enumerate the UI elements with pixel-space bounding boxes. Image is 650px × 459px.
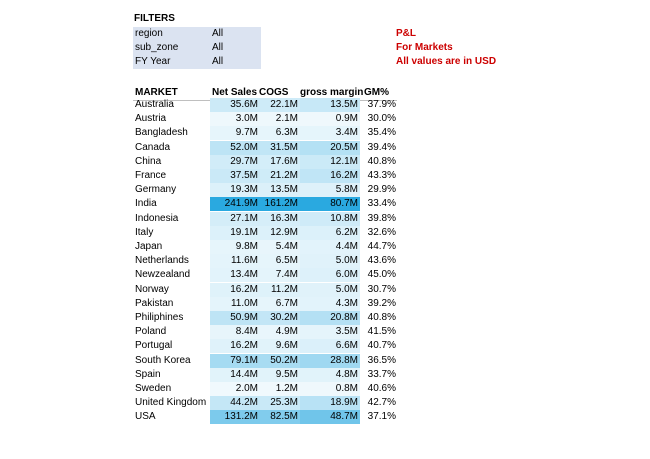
gm-percent-cell <box>361 126 396 140</box>
table-row <box>133 410 397 424</box>
net-sales-cell-text: 29.7M <box>230 155 258 167</box>
filter-label: region <box>135 28 163 39</box>
table-row <box>133 226 397 240</box>
market-cell <box>135 311 183 325</box>
table-row <box>133 155 397 169</box>
table-row <box>133 126 397 140</box>
market-cell <box>135 98 174 112</box>
cogs-cell <box>260 268 300 282</box>
cogs-cell <box>260 382 300 396</box>
gm-percent-cell-text: 30.0% <box>367 113 396 125</box>
net-sales-cell <box>210 254 260 268</box>
gross-margin-cell <box>300 297 360 311</box>
net-sales-cell <box>210 197 260 211</box>
gm-percent-cell <box>361 197 396 211</box>
gross-margin-cell-text: 13.5M <box>330 99 358 110</box>
market-cell-text: Newzealand <box>135 269 191 281</box>
market-cell-text: Austria <box>135 113 167 125</box>
market-cell-text: Philiphines <box>135 312 184 323</box>
gross-margin-cell <box>300 169 360 183</box>
gross-margin-cell-text: 4.3M <box>335 297 358 309</box>
cogs-cell-text: 12.9M <box>270 226 298 238</box>
net-sales-cell-text: 13.4M <box>230 269 258 281</box>
net-sales-cell-text: 14.4M <box>230 368 258 380</box>
gm-percent-cell-text: 40.6% <box>367 383 396 394</box>
cogs-cell <box>260 169 300 183</box>
gm-percent-cell-text: 42.7% <box>367 397 396 409</box>
market-cell <box>135 354 191 368</box>
header-net-sales[interactable]: Net Sales <box>212 87 258 98</box>
gm-percent-cell <box>361 410 396 424</box>
market-cell-text: Netherlands <box>135 255 189 267</box>
gm-percent-cell <box>361 183 396 197</box>
net-sales-cell-text: 131.2M <box>224 411 258 423</box>
net-sales-cell <box>210 126 260 140</box>
market-cell <box>135 169 166 183</box>
net-sales-cell-text: 241.9M <box>224 198 258 210</box>
net-sales-cell-text: 27.1M <box>230 212 258 224</box>
gm-percent-cell-text: 37.1% <box>367 411 396 423</box>
gm-percent-cell <box>361 339 396 353</box>
market-cell <box>135 254 189 268</box>
net-sales-cell <box>210 212 260 226</box>
gross-margin-cell-text: 20.5M <box>330 141 358 153</box>
market-cell-text: Sweden <box>135 383 172 394</box>
gm-percent-cell-text: 45.0% <box>367 269 396 281</box>
table-row <box>133 268 397 282</box>
table-row <box>133 98 397 112</box>
net-sales-cell <box>210 226 260 240</box>
net-sales-cell-text: 35.6M <box>230 99 258 110</box>
gross-margin-cell-text: 4.4M <box>335 241 358 252</box>
table-row <box>133 368 397 382</box>
filter-sub-zone[interactable] <box>133 41 261 55</box>
net-sales-cell <box>210 368 260 382</box>
gm-percent-cell-text: 41.5% <box>367 326 396 338</box>
gross-margin-cell <box>300 382 360 396</box>
report-title: P&L <box>396 28 416 39</box>
cogs-cell-text: 2.1M <box>275 113 298 125</box>
gross-margin-cell <box>300 254 360 268</box>
gross-margin-cell <box>300 155 360 169</box>
cogs-cell-text: 50.2M <box>270 354 298 366</box>
filter-value[interactable]: All <box>212 42 224 53</box>
market-cell-text: Japan <box>135 241 163 252</box>
net-sales-cell-text: 19.3M <box>230 184 258 196</box>
net-sales-cell <box>210 98 260 112</box>
header-gross-margin[interactable]: gross margin <box>300 87 364 98</box>
cogs-cell <box>260 112 300 126</box>
table-row <box>133 212 397 226</box>
net-sales-cell-text: 2.0M <box>235 383 258 394</box>
cogs-cell-text: 5.4M <box>275 241 298 252</box>
market-cell-text: China <box>135 155 162 167</box>
cogs-cell-text: 16.3M <box>270 212 298 224</box>
cogs-cell-text: 4.9M <box>275 326 298 338</box>
gm-percent-cell <box>361 311 396 325</box>
net-sales-cell <box>210 183 260 197</box>
market-cell-text: India <box>135 198 157 210</box>
market-cell-text: France <box>135 170 167 181</box>
gross-margin-cell-text: 12.1M <box>330 155 358 167</box>
gm-percent-cell-text: 36.5% <box>367 354 396 366</box>
cogs-cell <box>260 98 300 112</box>
table-row <box>133 311 397 325</box>
gm-percent-cell <box>361 382 396 396</box>
gross-margin-cell <box>300 197 360 211</box>
gross-margin-cell <box>300 112 360 126</box>
cogs-cell-text: 21.2M <box>270 170 298 181</box>
market-cell-text: Bangladesh <box>135 127 188 139</box>
table-row <box>133 396 397 410</box>
net-sales-cell <box>210 410 260 424</box>
gross-margin-cell-text: 5.0M <box>335 255 358 267</box>
table-row <box>133 141 397 155</box>
gross-margin-cell-text: 80.7M <box>330 198 358 210</box>
filter-fy-year[interactable] <box>133 55 261 69</box>
filter-value[interactable]: All <box>212 56 224 67</box>
gm-percent-cell-text: 43.3% <box>367 170 396 181</box>
cogs-cell-text: 161.2M <box>264 198 298 210</box>
gm-percent-cell <box>361 212 396 226</box>
cogs-cell-text: 25.3M <box>270 397 298 409</box>
market-cell-text: Germany <box>135 184 177 196</box>
gm-percent-cell-text: 43.6% <box>367 255 396 267</box>
gm-percent-cell <box>361 268 396 282</box>
table-row <box>133 254 397 268</box>
gross-margin-cell <box>300 283 360 297</box>
net-sales-cell-text: 11.0M <box>230 297 258 309</box>
market-cell <box>135 197 157 211</box>
market-cell-text: Indonesia <box>135 212 179 224</box>
gross-margin-cell-text: 6.2M <box>335 226 358 238</box>
market-cell <box>135 283 169 297</box>
net-sales-cell <box>210 396 260 410</box>
net-sales-cell-text: 11.6M <box>230 255 258 267</box>
cogs-cell <box>260 410 300 424</box>
gross-margin-cell <box>300 183 360 197</box>
net-sales-cell <box>210 169 260 183</box>
gross-margin-cell <box>300 410 360 424</box>
gross-margin-cell-text: 3.4M <box>335 127 358 139</box>
net-sales-cell <box>210 325 260 339</box>
net-sales-cell-text: 19.1M <box>230 226 258 238</box>
cogs-cell-text: 30.2M <box>270 312 298 323</box>
gm-percent-cell-text: 35.4% <box>367 127 396 139</box>
market-cell <box>135 368 161 382</box>
market-cell-text: United Kingdom <box>135 397 207 409</box>
table-row <box>133 112 397 126</box>
gm-percent-cell <box>361 354 396 368</box>
gross-margin-cell-text: 6.0M <box>335 269 358 281</box>
gross-margin-cell-text: 0.8M <box>335 383 358 394</box>
header-market[interactable]: MARKET <box>135 87 178 98</box>
gross-margin-cell-text: 18.9M <box>330 397 358 409</box>
table-row <box>133 297 397 311</box>
table-row <box>133 325 397 339</box>
market-cell-text: South Korea <box>135 354 191 366</box>
market-cell-text: Poland <box>135 326 167 338</box>
net-sales-cell-text: 3.0M <box>235 113 258 125</box>
report-currency-note: All values are in USD <box>396 56 497 67</box>
table-row <box>133 382 397 396</box>
gm-percent-cell <box>361 368 396 382</box>
gross-margin-cell <box>300 339 360 353</box>
net-sales-cell <box>210 283 260 297</box>
market-cell <box>135 339 172 353</box>
cogs-cell <box>260 183 300 197</box>
gross-margin-cell-text: 6.6M <box>335 340 358 352</box>
header-gm-percent[interactable]: GM% <box>364 87 389 98</box>
cogs-cell <box>260 155 300 169</box>
gm-percent-cell <box>361 112 396 126</box>
cogs-cell <box>260 212 300 226</box>
market-cell-text: Spain <box>135 368 161 380</box>
market-cell <box>135 183 176 197</box>
net-sales-cell <box>210 382 260 396</box>
gross-margin-cell-text: 5.0M <box>335 283 358 295</box>
net-sales-cell <box>210 297 260 311</box>
market-cell <box>135 297 173 311</box>
net-sales-cell-text: 50.9M <box>230 312 258 323</box>
gross-margin-cell <box>300 226 360 240</box>
cogs-cell <box>260 226 300 240</box>
market-cell <box>135 240 162 254</box>
market-cell <box>135 126 188 140</box>
market-cell-text: Italy <box>135 226 154 238</box>
market-cell <box>135 155 161 169</box>
net-sales-cell <box>210 354 260 368</box>
net-sales-cell-text: 79.1M <box>230 354 258 366</box>
gross-margin-cell-text: 0.9M <box>335 113 358 125</box>
gross-margin-cell <box>300 240 360 254</box>
gm-percent-cell-text: 40.8% <box>367 155 396 167</box>
market-cell-text: Portugal <box>135 340 173 352</box>
cogs-cell-text: 9.5M <box>275 368 298 380</box>
net-sales-cell <box>210 141 260 155</box>
market-cell <box>135 268 190 282</box>
cogs-cell-text: 1.2M <box>275 383 298 394</box>
gross-margin-cell <box>300 141 360 155</box>
cogs-cell-text: 6.7M <box>275 297 298 309</box>
cogs-cell-text: 17.6M <box>270 155 298 167</box>
cogs-cell-text: 7.4M <box>275 269 298 281</box>
gm-percent-cell-text: 37.9% <box>367 99 396 110</box>
market-cell-text: Norway <box>135 283 169 295</box>
cogs-cell-text: 6.3M <box>275 127 298 139</box>
cogs-cell <box>260 240 300 254</box>
market-cell <box>135 212 178 226</box>
cogs-cell <box>260 141 300 155</box>
gross-margin-cell-text: 28.8M <box>330 354 358 366</box>
gm-percent-cell <box>361 283 396 297</box>
gross-margin-cell <box>300 396 360 410</box>
cogs-cell <box>260 297 300 311</box>
net-sales-cell <box>210 112 260 126</box>
gross-margin-cell-text: 5.8M <box>335 184 358 196</box>
gross-margin-cell <box>300 325 360 339</box>
table-row <box>133 169 397 183</box>
cogs-cell-text: 31.5M <box>270 141 298 153</box>
gm-percent-cell-text: 44.7% <box>367 241 396 252</box>
gross-margin-cell <box>300 354 360 368</box>
filter-label: sub_zone <box>135 42 179 53</box>
cogs-cell <box>260 396 300 410</box>
cogs-cell <box>260 311 300 325</box>
net-sales-cell <box>210 311 260 325</box>
gross-margin-cell <box>300 268 360 282</box>
cogs-cell <box>260 254 300 268</box>
gm-percent-cell-text: 30.7% <box>367 283 396 295</box>
gross-margin-cell-text: 10.8M <box>330 212 358 224</box>
gm-percent-cell-text: 32.6% <box>367 226 396 238</box>
gross-margin-cell <box>300 368 360 382</box>
gm-percent-cell <box>361 254 396 268</box>
gross-margin-cell <box>300 98 360 112</box>
market-cell-text: USA <box>135 411 156 423</box>
gross-margin-cell-text: 20.8M <box>330 312 358 323</box>
gm-percent-cell <box>361 98 396 112</box>
cogs-cell <box>260 354 300 368</box>
market-cell <box>135 325 166 339</box>
market-cell <box>135 410 156 424</box>
gross-margin-cell <box>300 126 360 140</box>
gross-margin-cell <box>300 311 360 325</box>
cogs-cell <box>260 339 300 353</box>
table-row <box>133 339 397 353</box>
net-sales-cell <box>210 155 260 169</box>
filter-value[interactable]: All <box>212 28 224 39</box>
filter-label: FY Year <box>135 56 171 67</box>
net-sales-cell-text: 16.2M <box>230 340 258 352</box>
net-sales-cell-text: 9.8M <box>235 241 258 252</box>
net-sales-cell-text: 8.4M <box>235 326 258 338</box>
net-sales-cell <box>210 240 260 254</box>
gm-percent-cell-text: 40.7% <box>367 340 396 352</box>
gm-percent-cell <box>361 325 396 339</box>
cogs-cell-text: 82.5M <box>270 411 298 423</box>
net-sales-cell <box>210 268 260 282</box>
gm-percent-cell-text: 39.2% <box>367 297 396 309</box>
table-row <box>133 240 397 254</box>
market-cell-text: Pakistan <box>135 297 174 309</box>
gm-percent-cell-text: 40.8% <box>367 312 396 323</box>
table-row <box>133 354 397 368</box>
cogs-cell <box>260 283 300 297</box>
net-sales-cell-text: 9.7M <box>235 127 258 139</box>
market-cell <box>135 112 166 126</box>
gross-margin-cell-text: 4.8M <box>335 368 358 380</box>
cogs-cell-text: 11.2M <box>270 283 298 295</box>
net-sales-cell-text: 44.2M <box>230 397 258 409</box>
gross-margin-cell-text: 48.7M <box>330 411 358 423</box>
cogs-cell-text: 13.5M <box>270 184 298 196</box>
cogs-cell <box>260 325 300 339</box>
table-row <box>133 183 397 197</box>
net-sales-cell-text: 52.0M <box>230 141 258 153</box>
market-cell <box>135 396 206 410</box>
market-cell <box>135 226 153 240</box>
gm-percent-cell <box>361 155 396 169</box>
gm-percent-cell <box>361 297 396 311</box>
table-row <box>133 283 397 297</box>
gm-percent-cell <box>361 169 396 183</box>
gross-margin-cell-text: 3.5M <box>335 326 358 338</box>
market-cell-text: Canada <box>135 141 171 153</box>
filter-region[interactable] <box>133 27 261 41</box>
gross-margin-cell-text: 16.2M <box>330 170 358 181</box>
gm-percent-cell <box>361 240 396 254</box>
gm-percent-cell-text: 39.8% <box>367 212 396 224</box>
market-cell <box>135 382 171 396</box>
net-sales-cell-text: 37.5M <box>230 170 258 181</box>
net-sales-cell <box>210 339 260 353</box>
gross-margin-cell <box>300 212 360 226</box>
gm-percent-cell-text: 39.4% <box>367 141 396 153</box>
gm-percent-cell <box>361 141 396 155</box>
table-row <box>133 197 397 211</box>
market-cell <box>135 141 170 155</box>
gm-percent-cell-text: 29.9% <box>367 184 396 196</box>
cogs-cell <box>260 368 300 382</box>
gm-percent-cell <box>361 396 396 410</box>
cogs-cell-text: 6.5M <box>275 255 298 267</box>
cogs-cell-text: 9.6M <box>275 340 298 352</box>
filters-title: FILTERS <box>134 13 175 24</box>
gm-percent-cell-text: 33.4% <box>367 198 396 210</box>
gm-percent-cell-text: 33.7% <box>367 368 396 380</box>
cogs-cell-text: 22.1M <box>270 99 298 110</box>
gm-percent-cell <box>361 226 396 240</box>
report-subtitle: For Markets <box>396 42 453 53</box>
cogs-cell <box>260 126 300 140</box>
header-cogs[interactable]: COGS <box>259 87 289 98</box>
cogs-cell <box>260 197 300 211</box>
market-cell-text: Australia <box>135 99 174 110</box>
net-sales-cell-text: 16.2M <box>230 283 258 295</box>
